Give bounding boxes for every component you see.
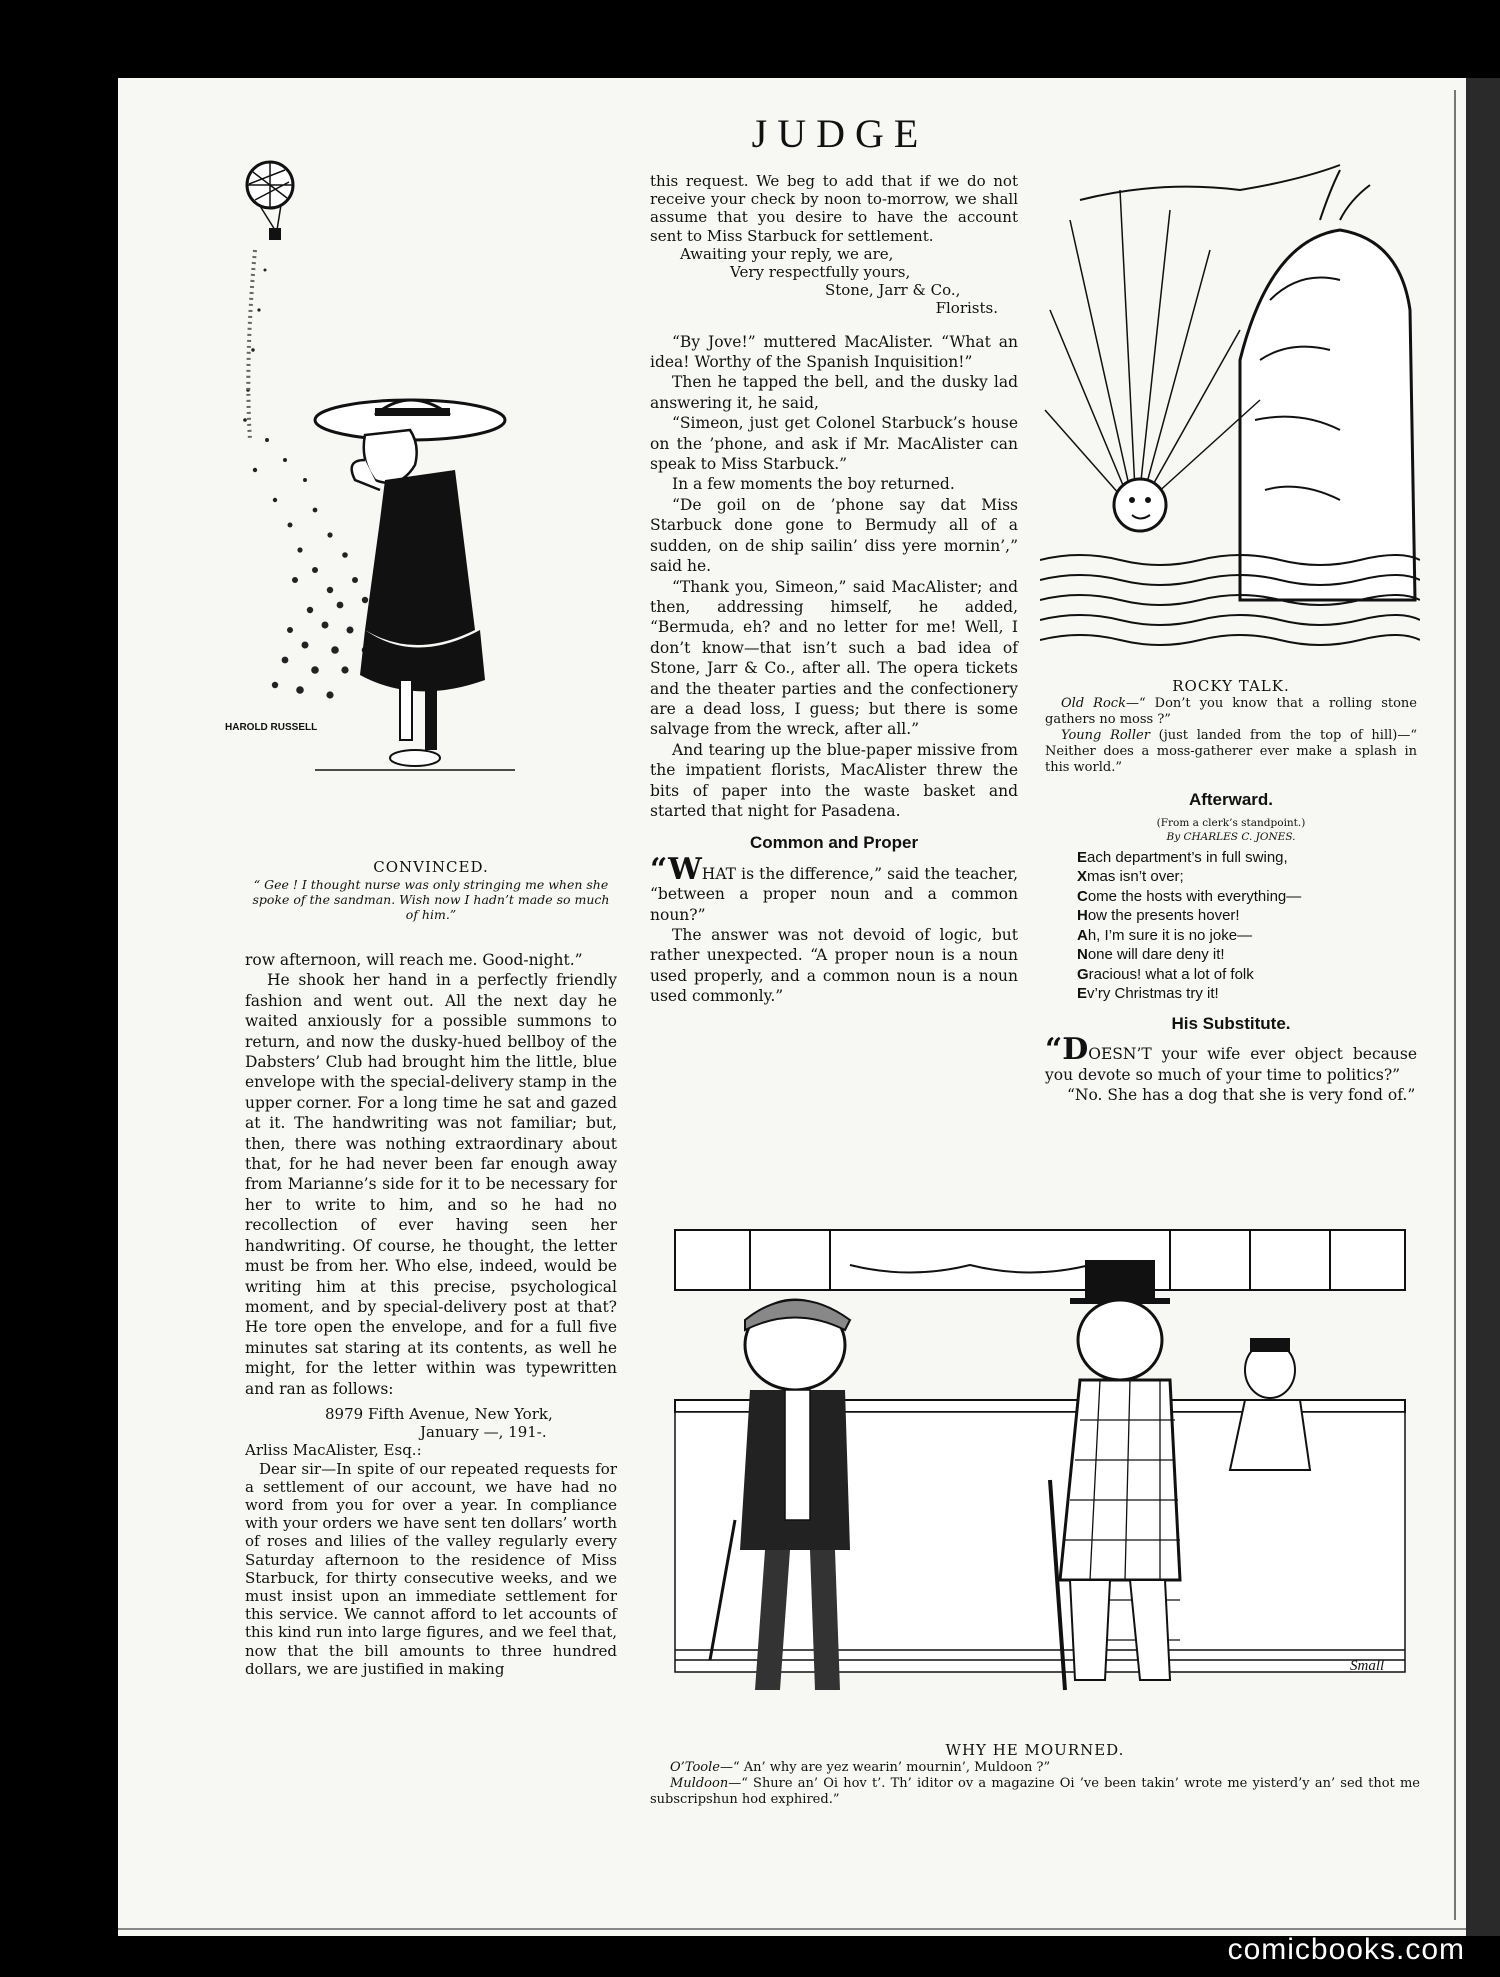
page-binding-edge: [1466, 78, 1500, 1936]
masthead: JUDGE: [751, 111, 929, 156]
convinced-artist-signature: HAROLD RUSSELL: [225, 722, 318, 733]
poem-line: Ah, I’m sure it is no joke—: [1077, 926, 1253, 944]
florist-letter-continued: [650, 172, 1018, 318]
rocky-talk-illustration: [1040, 160, 1420, 665]
story-paragraph: Then he tapped the bell, and the dusky lad answering it, he said,: [650, 373, 1018, 412]
poem-line: Each department’s in full swing,: [1077, 848, 1288, 866]
convinced-caption: [245, 857, 617, 922]
common-proper-paragraph-1: [650, 851, 1018, 925]
letter-closing-3: Stone, Jarr & Co.,: [825, 281, 961, 300]
why-he-mourned-caption: [650, 1740, 1420, 1808]
letter-closing-1: Awaiting your reply, we are,: [680, 244, 894, 263]
poem-line: Come the hosts with everything—: [1077, 887, 1302, 905]
story-paragraph: “By Jove!” muttered MacAlister. “What an idea! Worthy of the Spanish Inquisition!”: [650, 332, 1018, 372]
poem-line: How the presents hover!: [1077, 907, 1240, 925]
rocky-talk-line-1: Old Rock—“ Don’t you know that a rolling stone gathers no moss ?”: [1045, 696, 1417, 728]
story-paragraph: “Thank you, Simeon,” said MacAlister; and then, addressing himself, he added, “Bermuda, eh? and no letter for me! Well, I don’t know—that isn’t such a bad idea of Stone, Jarr & Co., after all. The opera tickets and the theater parties and the confectionery are a dead loss, I guess; but there is some salvage from the wreck, after all.”: [650, 577, 1018, 739]
story-paragraph: row afternoon, will reach me. Good-night.”: [245, 951, 583, 969]
story-paragraph: “De goil on de ’phone say dat Miss Starbuck done gone to Bermudy all of a sudden, on de ship sailin’ diss yere mornin’,” said he.: [650, 495, 1018, 576]
bottom-rule: [118, 1928, 1466, 1930]
story-paragraph: He shook her hand in a perfectly friendly fashion and went out. All the next day he waited anxiously for a possible summons to return, and now the dusky-hued bellboy of the Dabsters’ Club had brought him the little, blue envelope with the special-delivery stamp in the upper corner. For a long time he sat and gazed at it. The handwriting was not familiar; but, then, there was nothing extraordinary about that, for he had never been far enough away from Marianne’s side for it to be necessary for her to write to him, and so he had no recollection of ever having seen her handwriting. Of course, he thought, the letter must be from her. Who else, indeed, would be writing him at this precise, psychological moment, and by special-delivery post at that? He tore open the envelope, and for a full five minutes sat staring at its contents, as well he might, for the letter within was typewritten and ran as follows:: [245, 971, 617, 1398]
story-column-2: [650, 172, 1018, 1007]
afterward-byline: By CHARLES C. JONES.: [1166, 830, 1296, 843]
common-proper-paragraph-2: The answer was not devoid of logic, but rather unexpected. “A proper noun is a noun used properly, and a common noun is a noun used commonly.”: [650, 926, 1018, 1006]
watermark: comicbooks.com: [1227, 1933, 1465, 1966]
spine-line: [1454, 90, 1456, 1920]
afterward-poem: [1045, 848, 1417, 1004]
common-proper-text: HAT is the difference,” said the teacher, “between a proper noun and a common noun?”: [650, 864, 1018, 924]
substitute-heading: His Substitute.: [1171, 1013, 1291, 1033]
mourned-line-1: O’Toole—“ An’ why are yez wearin’ mournin’, Muldoon ?”: [670, 1760, 1051, 1776]
story-paragraph: In a few moments the boy returned.: [672, 475, 955, 494]
story-paragraph: “Simeon, just get Colonel Starbuck’s house on the ’phone, and ask if Mr. MacAlister can speak to Miss Starbuck.”: [650, 414, 1018, 474]
poem-line: Gracious! what a lot of folk: [1077, 965, 1254, 983]
convinced-caption-title: CONVINCED.: [373, 858, 489, 876]
rocky-talk-caption: [1045, 676, 1417, 1105]
convinced-caption-quote: “ Gee ! I thought nurse was only stringing me when she spoke of the sandman. Wish now I hadn’t made so much of him.”: [252, 877, 610, 923]
poem-line: None will dare deny it!: [1077, 946, 1225, 964]
afterward-heading: Afterward.: [1188, 790, 1274, 810]
poem-line: Ev’ry Christmas try it!: [1077, 985, 1219, 1003]
rocky-talk-line-2: Young Roller (just landed from the top of hill)—“ Neither does a moss-gatherer ever make a splash in this world.”: [1045, 728, 1417, 776]
letter-address-1: 8979 Fifth Avenue, New York,: [325, 1404, 553, 1423]
substitute-paragraph-2: “No. She has a dog that she is very fond of.”: [1067, 1086, 1416, 1105]
letter-address-2: January —, 191-.: [420, 1423, 547, 1442]
substitute-dropcap: “D: [1045, 1032, 1089, 1068]
poem-line: Xmas isn’t over;: [1077, 868, 1184, 886]
mourned-artist-signature: Small: [1350, 1658, 1385, 1674]
letter-closing-2: Very respectfully yours,: [730, 263, 911, 282]
substitute-paragraph-1: “DOESN’T your wife ever object because you devote so much of your time to politics?”: [1045, 1032, 1417, 1084]
florist-letter: [245, 1405, 617, 1678]
mourned-line-2: Muldoon—“ Shure an’ Oi hov t’. Th’ iditor ov a magazine Oi ’ve been takin’ wrote me yisterd’y an’ sed thot me subscripshun hod exphired.”: [650, 1776, 1420, 1808]
letter-salutation: Arliss MacAlister, Esq.:: [245, 1441, 422, 1460]
letter-closing-4: Florists.: [935, 299, 998, 318]
common-proper-dropcap: “W: [650, 851, 702, 887]
common-proper-heading: Common and Proper: [749, 833, 919, 853]
letter-body: Dear sir—In spite of our repeated requests for a settlement of our account, we have had no word from you for over a year. In compliance with your orders we have sent ten dollars’ worth of roses and lilies of the valley regularly every Saturday afternoon to the residence of Miss Starbuck, for thirty consecutive weeks, and we must insist upon an immediate settlement for this service. We cannot afford to let accounts of this kind run into large figures, and we feel that, now that the bill amounts to three hundred dollars, we are justified in making: [245, 1459, 617, 1678]
why-he-mourned-illustration: [650, 1220, 1420, 1735]
convinced-illustration: [215, 160, 595, 850]
rocky-talk-title: ROCKY TALK.: [1172, 677, 1290, 695]
letter-continued: this request. We beg to add that if we do not receive your check by noon to-morrow, we shall assume that you desire to have the account sent to Miss Starbuck for settlement.: [650, 172, 1018, 245]
afterward-subtitle: (From a clerk’s standpoint.): [1156, 816, 1306, 829]
story-column-1: [245, 950, 617, 1678]
story-paragraph: And tearing up the blue-paper missive from the impatient florists, MacAlister threw the bits of paper into the waste basket and started that night for Pasadena.: [650, 740, 1018, 820]
mourned-title: WHY HE MOURNED.: [945, 1741, 1125, 1759]
